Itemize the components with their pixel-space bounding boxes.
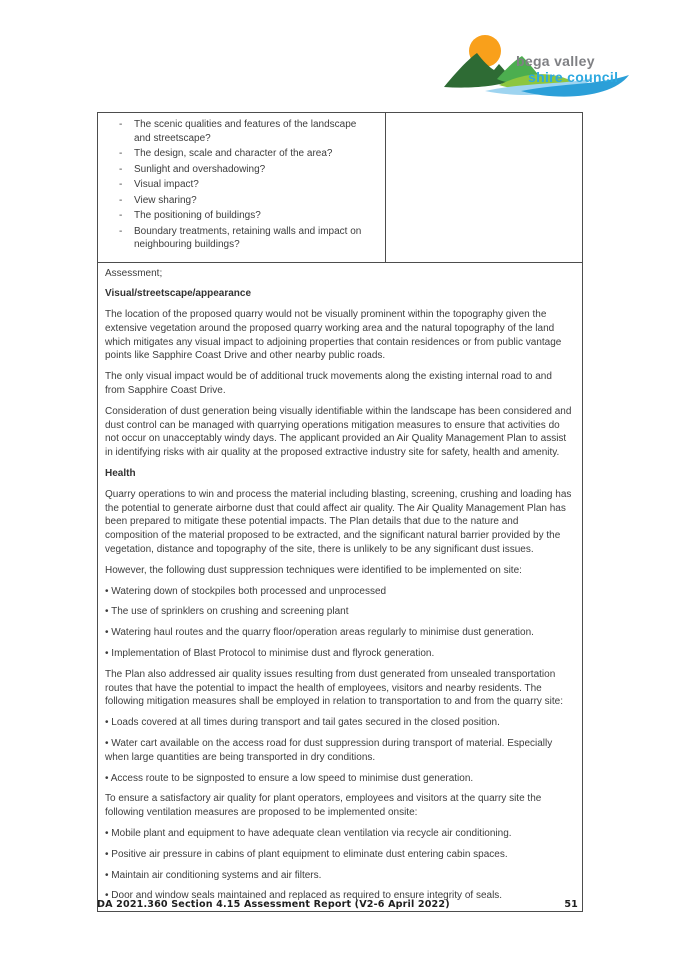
bullet-item: • Implementation of Blast Protocol to minimise dust and flyrock generation. xyxy=(105,648,435,660)
bullet-marker: • xyxy=(105,606,109,618)
bullet-marker: • xyxy=(105,627,109,639)
section-heading-visual: Visual/streetscape/appearance xyxy=(105,288,252,300)
empty-response-cell xyxy=(386,113,582,262)
bullet-item: • Water cart available on the access road for dust suppression during transport of material. Especially when large quantities are being transported in dry conditions. xyxy=(105,738,553,763)
paragraph: Quarry operations to win and process the material including blasting, screening, crushing and loading has the potential to generate airborne dust that could affect air quality. The Air Quality Management Plan has been prepared to mitigate these potential impacts. The Plan details that due to the nature and composition of the material proposed to be extracted, and the significant natural barrier provided by the vegetation, distance and topography of the site, there is unlikely to be any significant dust issues. xyxy=(105,488,572,556)
footer-document-title: DA 2021.360 Section 4.15 Assessment Report (V2-6 April 2022) xyxy=(97,899,450,910)
bullet-marker: • xyxy=(105,848,109,860)
dash-marker: - xyxy=(119,148,123,159)
paragraph: To ensure a satisfactory air quality for plant operators, employees and visitors at the quarry site the following ventilation measures are proposed to be implemented onsite: xyxy=(105,793,542,819)
list-item: - View sharing? xyxy=(110,194,375,208)
dash-marker: - xyxy=(119,210,123,221)
dash-marker: - xyxy=(119,119,123,130)
assessment-label: Assessment; xyxy=(105,267,163,279)
bullet-marker: • xyxy=(105,890,109,902)
dash-marker: - xyxy=(119,225,123,237)
bullet-marker: • xyxy=(105,738,109,750)
bullet-item: • Loads covered at all times during transport and tail gates secured in the closed position. xyxy=(105,717,500,729)
logo-text-bega-valley: bega valley xyxy=(516,53,595,69)
paragraph: The location of the proposed quarry would not be visually prominent within the topography given the extensive vegetation around the proposed quarry working area and the natural topography of the land which mitigates any visual impact to adjoining properties that contain residences or from public vantage points like Sapphire Coast Drive and other nearby public roads. xyxy=(105,309,562,362)
mountain-dark-icon xyxy=(444,53,513,88)
bullet-item: • Maintain air conditioning systems and air filters. xyxy=(105,869,322,881)
assessment-table xyxy=(97,112,583,912)
bullet-marker: • xyxy=(105,585,109,597)
bullet-item: • Access route to be signposted to ensure a low speed to minimise dust generation. xyxy=(105,772,474,784)
paragraph: The Plan also addressed air quality issues resulting from dust generated from unsealed transportation routes that have the potential to impact the health of employees, visitors and nearby residents. The following mitigation measures shall be employed in relation to transportation to and from the quarry site: xyxy=(105,668,564,708)
bullet-item: • Positive air pressure in cabins of plant equipment to eliminate dust entering cabin spaces. xyxy=(105,848,508,860)
list-item: - Boundary treatments, retaining walls and impact on neighbouring buildings? xyxy=(110,225,375,252)
bullet-item: • Watering haul routes and the quarry floor/operation areas regularly to minimise dust generation. xyxy=(105,627,534,639)
list-item: - Sunlight and overshadowing? xyxy=(110,163,375,177)
criteria-cell xyxy=(98,113,386,262)
page-footer xyxy=(97,899,578,910)
dash-marker: - xyxy=(119,179,123,190)
dash-marker: - xyxy=(119,163,123,175)
dash-marker: - xyxy=(119,194,123,206)
bullet-marker: • xyxy=(105,648,109,660)
bullet-item: • The use of sprinklers on crushing and screening plant xyxy=(105,606,349,618)
bullet-marker: • xyxy=(105,772,109,784)
bullet-item: • Mobile plant and equipment to have adequate clean ventilation via recycle air conditioning. xyxy=(105,828,512,839)
list-item: - The positioning of buildings? xyxy=(110,209,375,223)
bullet-marker: • xyxy=(105,869,109,881)
bullet-marker: • xyxy=(105,828,109,839)
list-item: - Visual impact? xyxy=(110,178,375,192)
assessment-cell xyxy=(98,263,582,912)
council-logo xyxy=(441,30,641,108)
paragraph: Consideration of dust generation being visually identifiable within the landscape has been considered and dust control can be managed with quarrying operations mitigation measures to ensure that activities do not occur on unacceptably windy days. The applicant provided an Air Quality Management Plan to assist in identifying risks with air quality at the proposed extractive industry site for safety, health and amenity. xyxy=(105,405,572,459)
list-item: - The design, scale and character of the area? xyxy=(110,147,375,161)
logo-text-shire-council: shire council xyxy=(528,69,619,85)
bullet-item: • Watering down of stockpiles both processed and unprocessed xyxy=(105,585,387,597)
list-item: - The scenic qualities and features of the landscape and streetscape? xyxy=(110,118,375,145)
criteria-row xyxy=(98,113,582,263)
section-heading-health: Health xyxy=(105,468,136,480)
bullet-item: • Door and window seals maintained and replaced as required to ensure integrity of seals. xyxy=(105,890,503,902)
footer-page-number: 51 xyxy=(564,899,578,910)
bullet-marker: • xyxy=(105,717,109,729)
paragraph: The only visual impact would be of additional truck movements along the existing internal road to and from Sapphire Coast Drive. xyxy=(105,371,552,397)
paragraph: However, the following dust suppression techniques were identified to be implemented on site: xyxy=(105,564,522,576)
